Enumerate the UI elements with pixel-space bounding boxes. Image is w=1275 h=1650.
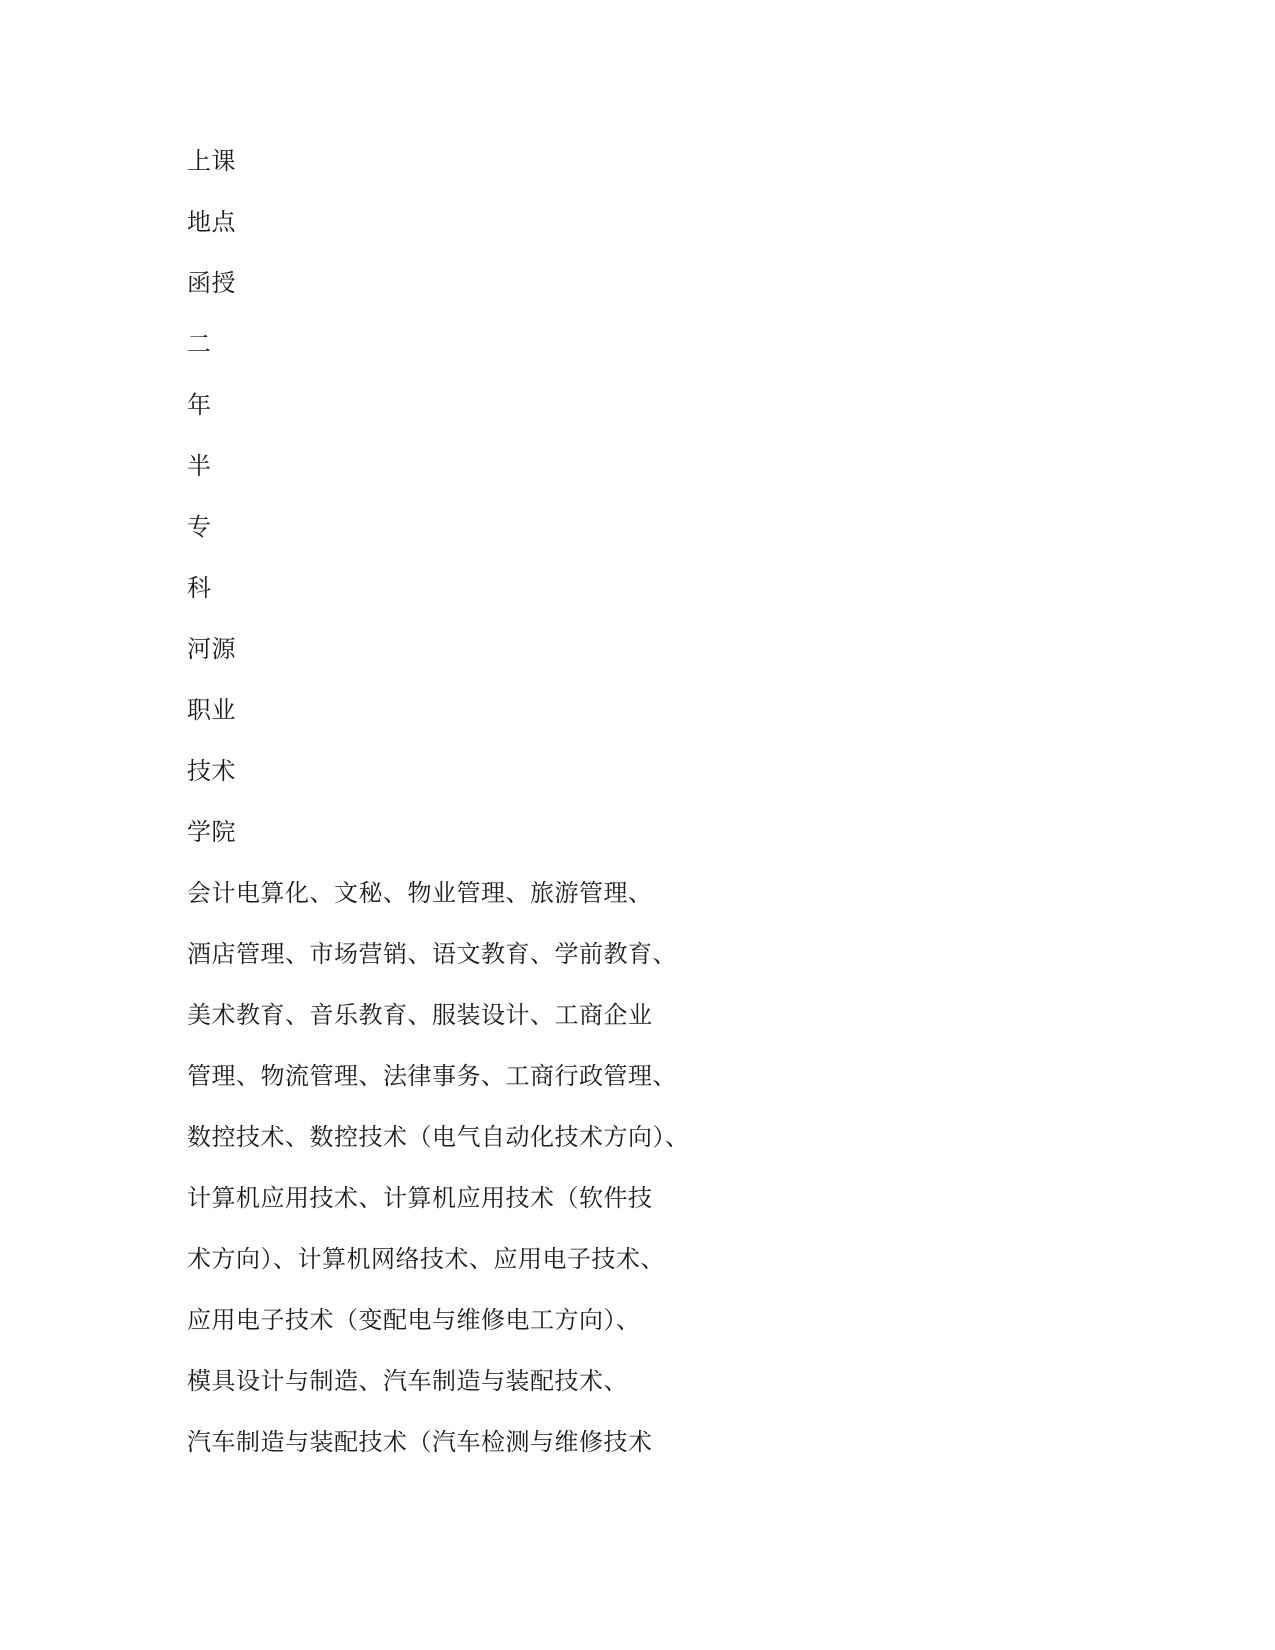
text-line: 数控技术、数控技术（电气自动化技术方向）、 <box>187 1123 690 1151</box>
text-line: 职业 <box>187 696 236 724</box>
text-line: 术方向）、计算机网络技术、应用电子技术、 <box>187 1245 665 1273</box>
text-line: 年 <box>187 391 212 419</box>
text-line: 美术教育、音乐教育、服装设计、工商企业 <box>187 1001 653 1029</box>
text-line: 专 <box>187 513 212 541</box>
document-text-block <box>187 145 1087 1487</box>
text-line: 函授 <box>187 269 236 297</box>
text-line: 科 <box>187 574 212 602</box>
text-line: 模具设计与制造、汽车制造与装配技术、 <box>187 1367 628 1395</box>
text-line: 二 <box>187 330 212 358</box>
text-line: 上课 <box>187 147 236 175</box>
text-line: 计算机应用技术、计算机应用技术（软件技 <box>187 1184 653 1212</box>
text-line: 汽车制造与装配技术（汽车检测与维修技术 <box>187 1428 653 1456</box>
text-line: 酒店管理、市场营销、语文教育、学前教育、 <box>187 940 677 968</box>
text-line: 河源 <box>187 635 236 663</box>
text-line: 技术 <box>187 757 236 785</box>
text-line: 会计电算化、文秘、物业管理、旅游管理、 <box>187 879 653 907</box>
text-line: 半 <box>187 452 212 480</box>
text-line: 应用电子技术（变配电与维修电工方向）、 <box>187 1306 641 1334</box>
text-line: 学院 <box>187 818 236 846</box>
text-line: 地点 <box>187 208 236 236</box>
text-line: 管理、物流管理、法律事务、工商行政管理、 <box>187 1062 677 1090</box>
